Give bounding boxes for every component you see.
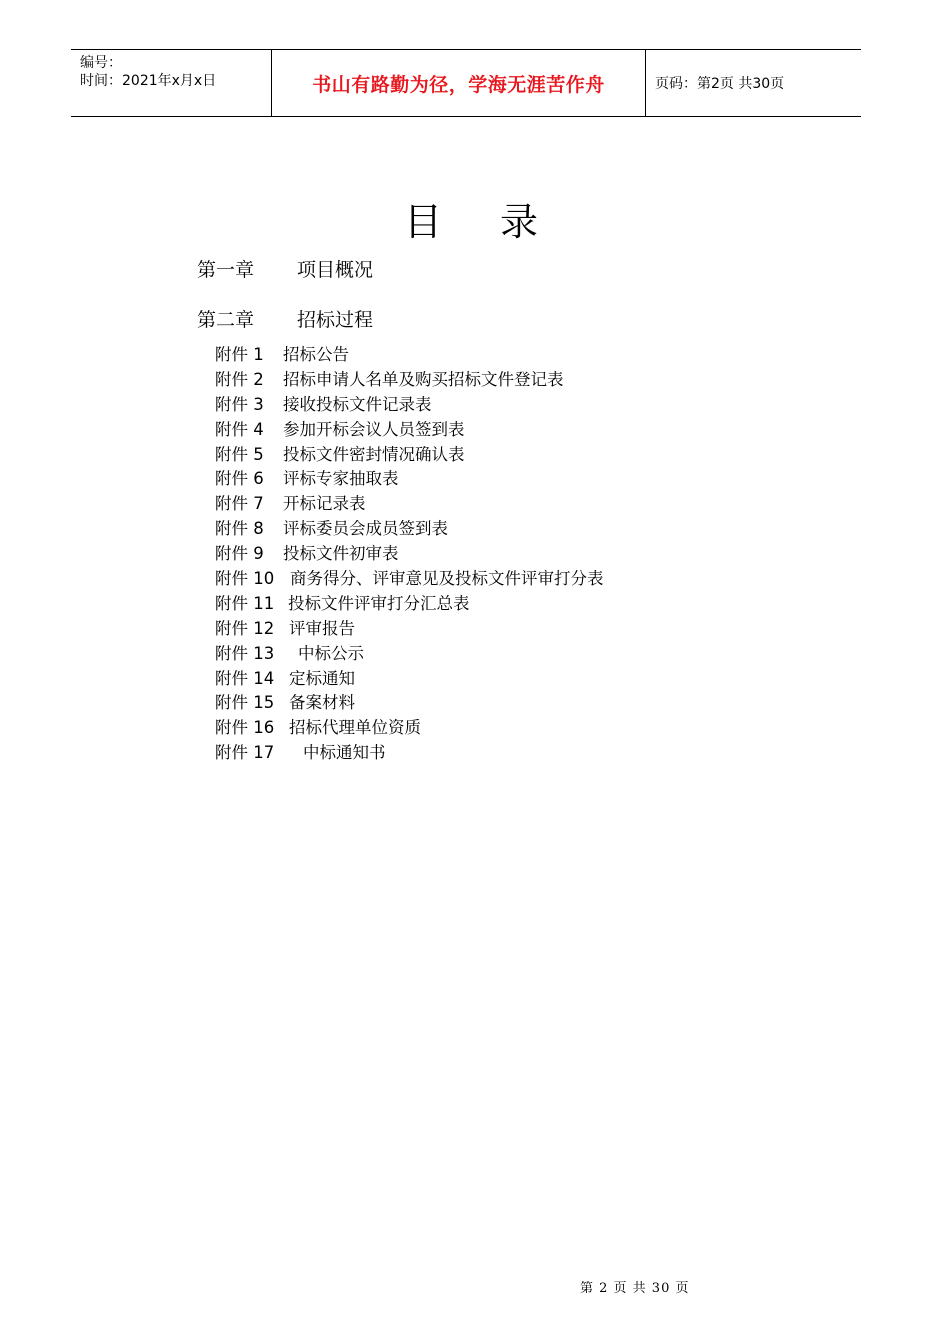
appendix-title: 投标文件密封情况确认表 bbox=[283, 444, 465, 464]
chapter-title: 项目概况 bbox=[297, 259, 374, 281]
header-page-cell bbox=[646, 50, 861, 116]
appendix-title: 参加开标会议人员签到表 bbox=[283, 419, 465, 439]
page-label: 页码：第2页 共30页 bbox=[655, 76, 785, 92]
appendix-number: 附件 15 bbox=[215, 693, 275, 713]
appendix-item bbox=[215, 343, 604, 368]
page-header bbox=[71, 49, 861, 117]
appendix-number: 附件 6 bbox=[215, 469, 264, 489]
toc-title: 目录 bbox=[403, 200, 596, 244]
appendix-title: 评审报告 bbox=[289, 618, 355, 638]
appendix-number: 附件 14 bbox=[215, 668, 275, 688]
appendix-item bbox=[215, 368, 604, 393]
appendix-number: 附件 13 bbox=[215, 643, 275, 663]
appendix-number: 附件 2 bbox=[215, 369, 264, 389]
appendix-title: 商务得分、评审意见及投标文件评审打分表 bbox=[290, 569, 604, 589]
appendix-item bbox=[215, 542, 604, 567]
motto-text: 书山有路勤为径，学海无涯苦作舟 bbox=[312, 73, 605, 96]
appendix-item bbox=[215, 492, 604, 517]
appendix-title: 招标公告 bbox=[283, 345, 349, 364]
appendix-number: 附件 1 bbox=[215, 345, 264, 364]
appendix-title: 投标文件评审打分汇总表 bbox=[288, 593, 470, 613]
time-label: 时间：2021年x月x日 bbox=[80, 73, 217, 89]
appendix-number: 附件 3 bbox=[215, 394, 264, 414]
appendix-number: 附件 17 bbox=[215, 743, 275, 763]
chapter-item bbox=[197, 308, 373, 332]
appendix-title: 投标文件初审表 bbox=[283, 544, 399, 564]
appendix-title: 中标公示 bbox=[298, 643, 364, 663]
appendix-item bbox=[215, 567, 604, 592]
appendix-item bbox=[215, 617, 604, 642]
appendix-item bbox=[215, 467, 604, 492]
appendix-number: 附件 16 bbox=[215, 718, 275, 738]
appendix-title: 招标申请人名单及购买招标文件登记表 bbox=[283, 369, 564, 389]
appendix-title: 评标专家抽取表 bbox=[283, 469, 399, 489]
appendix-number: 附件 7 bbox=[215, 494, 264, 514]
appendix-title: 招标代理单位资质 bbox=[289, 718, 421, 738]
appendix-number: 附件 10 bbox=[215, 569, 275, 589]
appendix-title: 开标记录表 bbox=[283, 494, 366, 514]
appendix-number: 附件 11 bbox=[215, 593, 275, 613]
appendix-item bbox=[215, 393, 604, 418]
chapter-number: 第二章 bbox=[197, 309, 255, 331]
appendix-number: 附件 12 bbox=[215, 618, 275, 638]
serial-label: 编号： bbox=[80, 55, 122, 71]
appendix-item bbox=[215, 667, 604, 692]
appendix-item bbox=[215, 418, 604, 443]
appendix-item bbox=[215, 642, 604, 667]
page-footer: 第 2 页 共 30 页 bbox=[580, 1281, 690, 1296]
appendix-number: 附件 4 bbox=[215, 419, 264, 439]
header-motto-cell bbox=[272, 50, 646, 116]
chapter-number: 第一章 bbox=[197, 259, 255, 281]
appendix-item bbox=[215, 716, 604, 741]
appendix-list bbox=[215, 343, 604, 766]
appendix-number: 附件 5 bbox=[215, 444, 264, 464]
appendix-title: 评标委员会成员签到表 bbox=[283, 519, 448, 539]
appendix-number: 附件 8 bbox=[215, 519, 264, 539]
appendix-title: 中标通知书 bbox=[303, 743, 386, 763]
appendix-item bbox=[215, 517, 604, 542]
header-info-cell bbox=[71, 50, 272, 116]
appendix-number: 附件 9 bbox=[215, 544, 264, 564]
chapter-item bbox=[197, 258, 373, 282]
appendix-item bbox=[215, 443, 604, 468]
appendix-title: 定标通知 bbox=[289, 668, 355, 688]
appendix-item bbox=[215, 691, 604, 716]
appendix-title: 备案材料 bbox=[289, 693, 355, 713]
appendix-title: 接收投标文件记录表 bbox=[283, 394, 432, 414]
appendix-item bbox=[215, 741, 604, 766]
chapter-title: 招标过程 bbox=[297, 309, 374, 331]
appendix-item bbox=[215, 592, 604, 617]
